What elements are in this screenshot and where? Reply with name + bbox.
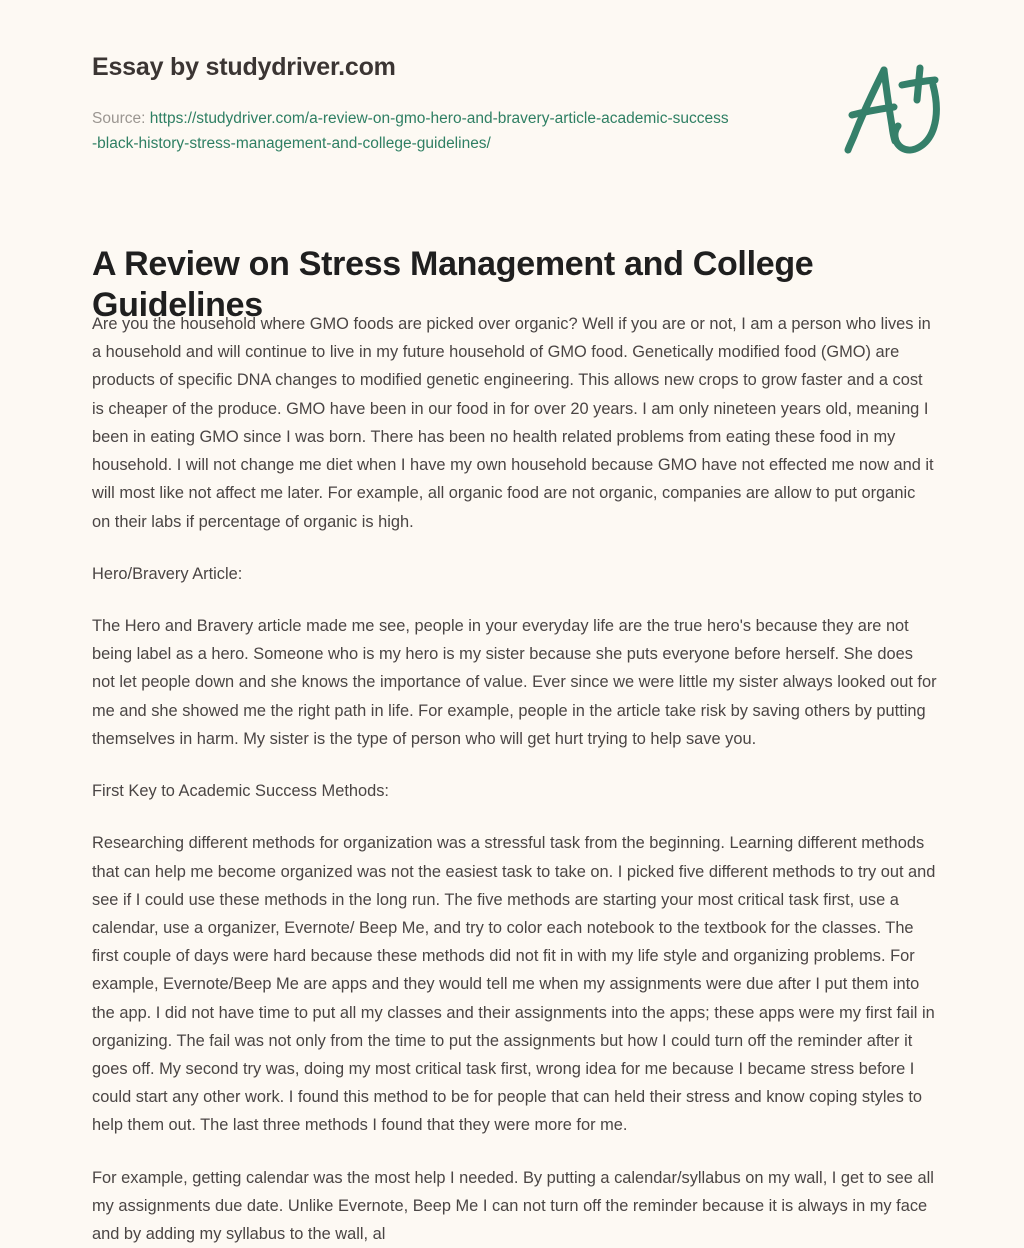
essay-body xyxy=(92,310,937,1248)
page-title: A Review on Stress Management and College Guidelines xyxy=(92,245,814,324)
paragraph: Researching different methods for organization was a stressful task from the beginning. Learning different methods that can help me become organized was not the easiest task to take on. I picked five different methods to try out and see if I could use these methods in the long run. The five methods are starting your most critical task first, use a calendar, use a organizer, Evernote/ Beep Me, and try to color each notebook to the textbook for the classes. The first couple of days were hard because these methods did not fit in with my life style and organizing problems. For example, Evernote/Beep Me are apps and they would tell me when my assignments were due after I put them into the app. I did not have time to put all my classes and their assignments into the apps; these apps were my first fail in organizing. The fail was not only from the time to put the assignments but how I could turn off the reminder after it goes off. My second try was, doing my most critical task first, wrong idea for me because I became stress before I could start any other work. I found this method to be for people that can held their stress and know coping styles to help them out. The last three methods I found that they were more for me. xyxy=(92,834,936,1135)
section-heading-hero: Hero/Bravery Article: xyxy=(92,564,243,583)
source-label: Source: xyxy=(92,110,150,127)
paragraph-truncated: For example, getting calendar was the most help I needed. By putting a calendar/syllabus on my wall, I get to see all my assignments due date. Unlike Evernote, Beep Me I can not turn off the reminder because it is always in my face and by adding my syllabus to the wall, al xyxy=(92,1168,934,1244)
studydriver-logo[interactable] xyxy=(832,52,952,167)
a-plus-icon xyxy=(832,52,952,167)
page-header xyxy=(92,52,792,156)
source-url-link[interactable]: https://studydriver.com/a-review-on-gmo-hero-and-bravery-article-academic-success-black-history-stress-management-and-college-guidelines/ xyxy=(92,110,729,153)
paragraph: Are you the household where GMO foods are picked over organic? Well if you are or not, I am a person who lives in a household and will continue to live in my future household of GMO food. Genetically modified food (GMO) are products of specific DNA changes to modified genetic engineering. This allows new crops to grow faster and a cost is cheaper of the produce. GMO have been in our food in for over 20 years. I am only nineteen years old, meaning I been in eating GMO since I was born. There has been no health related problems from eating these food in my household. I will not change me diet when I have my own household because GMO have not effected me now and it will most like not affect me later. For example, all organic food are not organic, companies are allow to put organic on their labs if percentage of organic is high. xyxy=(92,315,934,531)
source-line xyxy=(92,106,732,156)
section-heading-academic-success: First Key to Academic Success Methods: xyxy=(92,782,389,801)
brand-title: Essay by studydriver.com xyxy=(92,53,396,81)
paragraph: The Hero and Bravery article made me see, people in your everyday life are the true hero's because they are not being label as a hero. Someone who is my hero is my sister because she puts everyone before herself. She does not let people down and she knows the importance of value. Ever since we were little my sister always looked out for me and she showed me the right path in life. For example, people in the article take risk by saving others by putting themselves in harm. My sister is the type of person who will get hurt trying to help save you. xyxy=(92,616,937,748)
